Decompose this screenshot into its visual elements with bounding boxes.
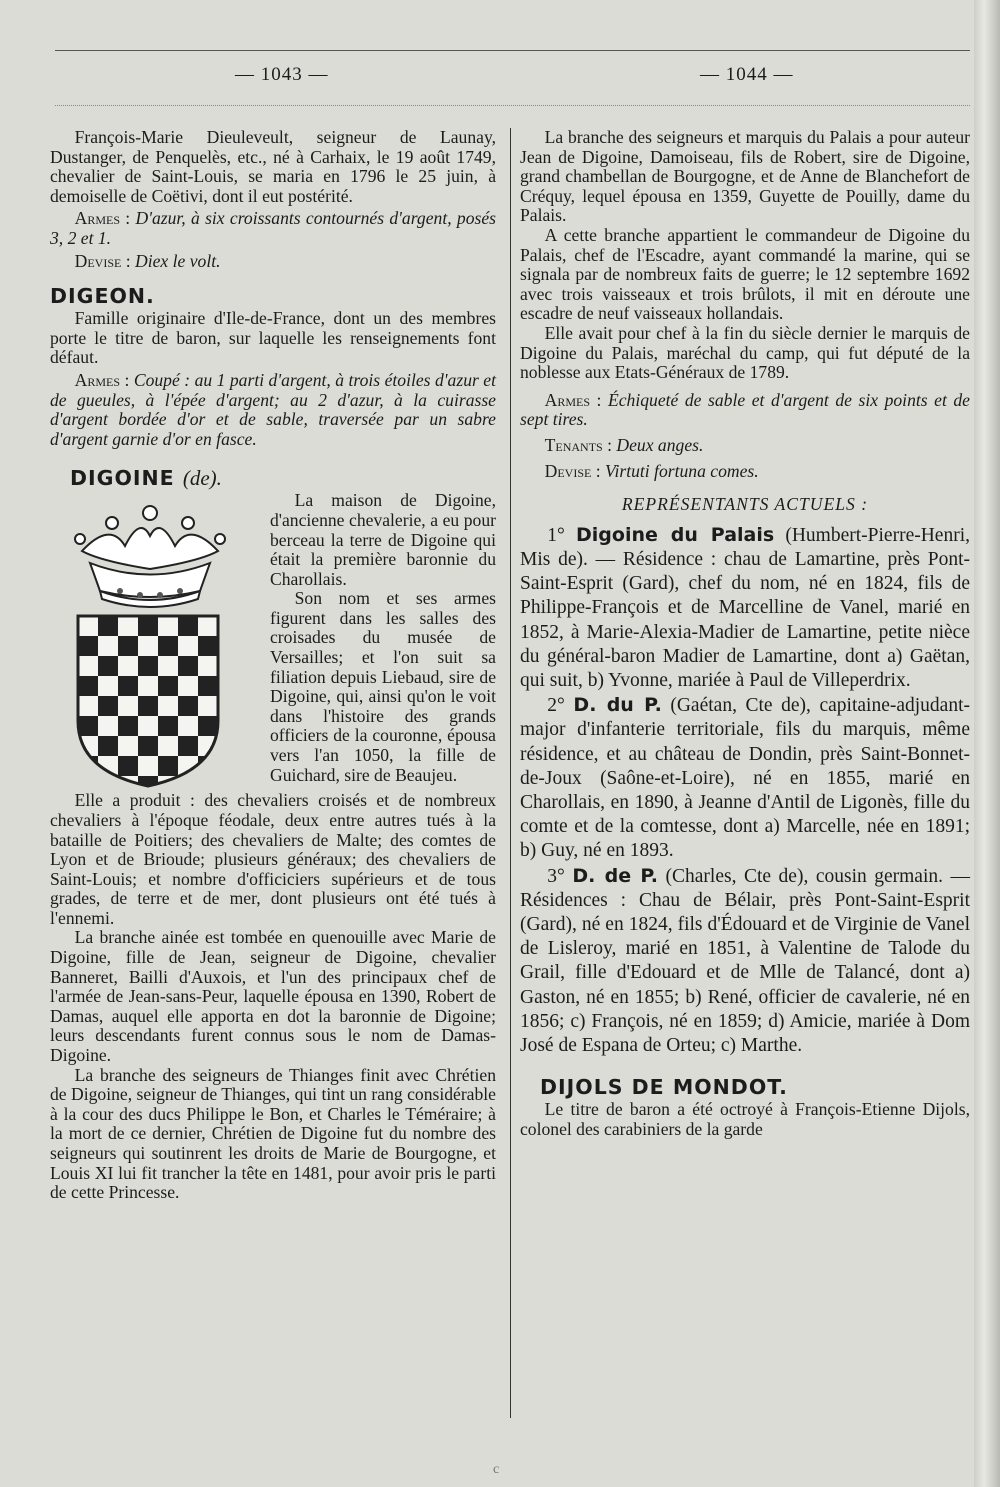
digeon-paragraph: Famille originaire d'Ile-de-France, dont un des membres porte le titre de baron, sur laquelle les renseignements font défaut.	[50, 308, 496, 368]
representant-3: 3° D. de P. (Charles, Cte de), cousin germain. — Résidences : Chau de Bélair, près Pont-Saint-Esprit (Gard), né en 1824, fils d'Édouard et de Virginie de Vanel de Lisleroy, marié en 1851, à Valentine de Talode du Grail, fille d'Edouard et de Mlle de Talancé, dont a) Gaston, né en 1855; b) René, officier de cavalerie, né en 1856; c) François, né en 1859; d) Amicie, mariée à Dom José de Espana de Orteu; c) Marthe.	[520, 864, 971, 1056]
representant-2: 2° D. du P. (Gaétan, Cte de), capitaine-adjudant-major d'infanterie territoriale, fils du marquis, même résidence, et au château de Dondin, près Saint-Bonnet-de-Joux (Saône-et-Loire), né en 1855, marié en Charollais, en 1890, à Jeanne d'Antil de Ligonès, fille du comte et de la comtesse, dont a) Marcelle, née en 1891; b) Guy, né en 1893.	[520, 694, 970, 862]
digoine-paragraph-3: Elle a produit : des chevaliers croisés et de nombreux chevaliers à l'époque féodale, deux entre autres tués à la bataille de Poitiers; des chevaliers de Malte; des comtes de Lyon et de Brioude; plusieurs généraux; des chevaliers de Saint-Louis; et nombre d'officiciers supérieurs et de tous grades, de terre et de mer, dont plusieurs ont été tués à l'ennemi.	[50, 790, 496, 928]
palais-paragraph-1: La branche des seigneurs et marquis du Palais a pour auteur Jean de Digoine, Damoiseau, fils de Robert, sire de Digoine, grand chambellan de Bourgogne, et de Anne de Blanchefort de Créquy, lequel épousa en 1359, Guyette de Pouilly, dame du Palais.	[520, 127, 970, 226]
digoine-paragraph-2: Son nom et ses armes figurent dans les salles des croisades du musée de Versailles; et l'on suit sa filiation depuis Liebaud, sire de Digoine, qui, ainsi qu'on le voit dans l'histoire des grands officiers de la couronne, épousa vers l'an 1050, la fille de Guichard, sire de Beaujeu.	[270, 588, 496, 785]
heading-digoine: DIGOINE (de).	[70, 466, 222, 491]
representant-1: 1° Digoine du Palais (Humbert-Pierre-Henri, Mis de). — Résidence : chau de Lamartine, près Pont-Saint-Esprit (Gard), chef du nom, né en 1824, fils de Philippe-François et de Marcelline de Vanel, marié en 1852, à Marie-Alexia-Madier de Lamartine, petite nièce du général-baron Madier de Lamartine, dont a) Gaëtan, qui suit, b) Yvonne, mariée à Paul de Villeperdrix.	[520, 523, 970, 691]
representants-heading: REPRÉSENTANTS ACTUELS :	[621, 494, 869, 515]
header-rule	[55, 50, 970, 51]
heading-dijols: DIJOLS DE MONDOT.	[540, 1075, 788, 1100]
header-dotted-rule	[55, 105, 970, 106]
digoine-paragraph-4: La branche ainée est tombée en quenouille avec Marie de Digoine, fille de Jean, seigneur de Digoine, chevalier Banneret, Bailli d'Auxois, et l'un des principaux chef de l'armée de Jean-sans-Peur, laquelle épousa en 1390, Robert de Damas, auquel elle apporta en dot la baronnie de Digoine; leurs descendants furent connus sous le nom de Damas-Digoine.	[50, 927, 496, 1066]
right-column	[520, 128, 970, 1139]
ink-mark: c	[493, 1462, 500, 1477]
digoine-paragraph-5: La branche des seigneurs de Thianges finit avec Chrétien de Digoine, seigneur de Thianges, qui tint un rang considérable à la cour des ducs Philippe le Bon, et Charles le Téméraire; à la mort de ce dernier, Chrétien de Digoine fut du nombre des seigneurs qui soutinrent les droits de Marie de Bourgogne, et Louis XI lui fit trancher la tête en 1481, pour avoir pris le parti de cette Princesse.	[50, 1064, 496, 1203]
page-edge	[974, 0, 1000, 1487]
heading-digeon: DIGEON.	[50, 284, 155, 309]
tenants-palais: Tenants : Deux anges.	[544, 434, 704, 455]
column-divider	[510, 128, 511, 1418]
page-number-left: — 1043 —	[235, 64, 329, 85]
digoine-coat-of-arms	[50, 491, 260, 791]
devise-palais: Devise : Virtuti fortuna comes.	[544, 460, 759, 481]
armes-digeon: Armes : Coupé : au 1 parti d'argent, à trois étoiles d'azur et de gueules, à l'épée d'argent; au 2 d'azur, à la cuirasse d'argent bordée d'or et de sable, traversée par un sabre d'argent garnie d'or en fasce.	[50, 369, 496, 449]
armes-dieuleveult: Armes : D'azur, à six croissants contournés d'argent, posés 3, 2 et 1.	[50, 208, 496, 248]
dijols-paragraph: Le titre de baron a été octroyé à François-Etienne Dijols, colonel des carabiniers de la garde	[520, 1099, 970, 1139]
armes-palais: Armes : Échiqueté de sable et d'argent de six points et de sept tires.	[520, 389, 970, 430]
page-number-right: — 1044 —	[700, 64, 794, 85]
dieuleveult-paragraph: François-Marie Dieuleveult, seigneur de Launay, Dustanger, de Penquelès, etc., né à Carhaix, le 19 août 1749, chevalier de Saint-Louis, se maria en 1796 le 25 juin, à demoiselle de Coëtivi, dont il eut postérité.	[50, 127, 496, 206]
crown-and-shield-icon	[50, 491, 250, 791]
palais-paragraph-3: Elle avait pour chef à la fin du siècle dernier le marquis de Digoine du Palais, maréchal du camp, qui fut député de la noblesse aux Etats-Généraux de 1789.	[520, 322, 970, 383]
palais-paragraph-2: A cette branche appartient le commandeur de Digoine du Palais, chef de l'Escadre, ayant commandé la marine, qui se signala par de nombreux faits de guerre; le 12 septembre 1692 avec trois vaisseaux et trois brûlots, il mit en déroute une escadre de neuf vaisseaux hollandais.	[520, 224, 970, 324]
devise-dieuleveult: Devise : Diex le volt.	[74, 250, 221, 271]
left-column	[50, 128, 496, 1203]
digoine-paragraph-1: La maison de Digoine, d'ancienne chevalerie, a eu pour berceau la terre de Digoine qui était la première baronnie du Charollais.	[270, 490, 496, 589]
